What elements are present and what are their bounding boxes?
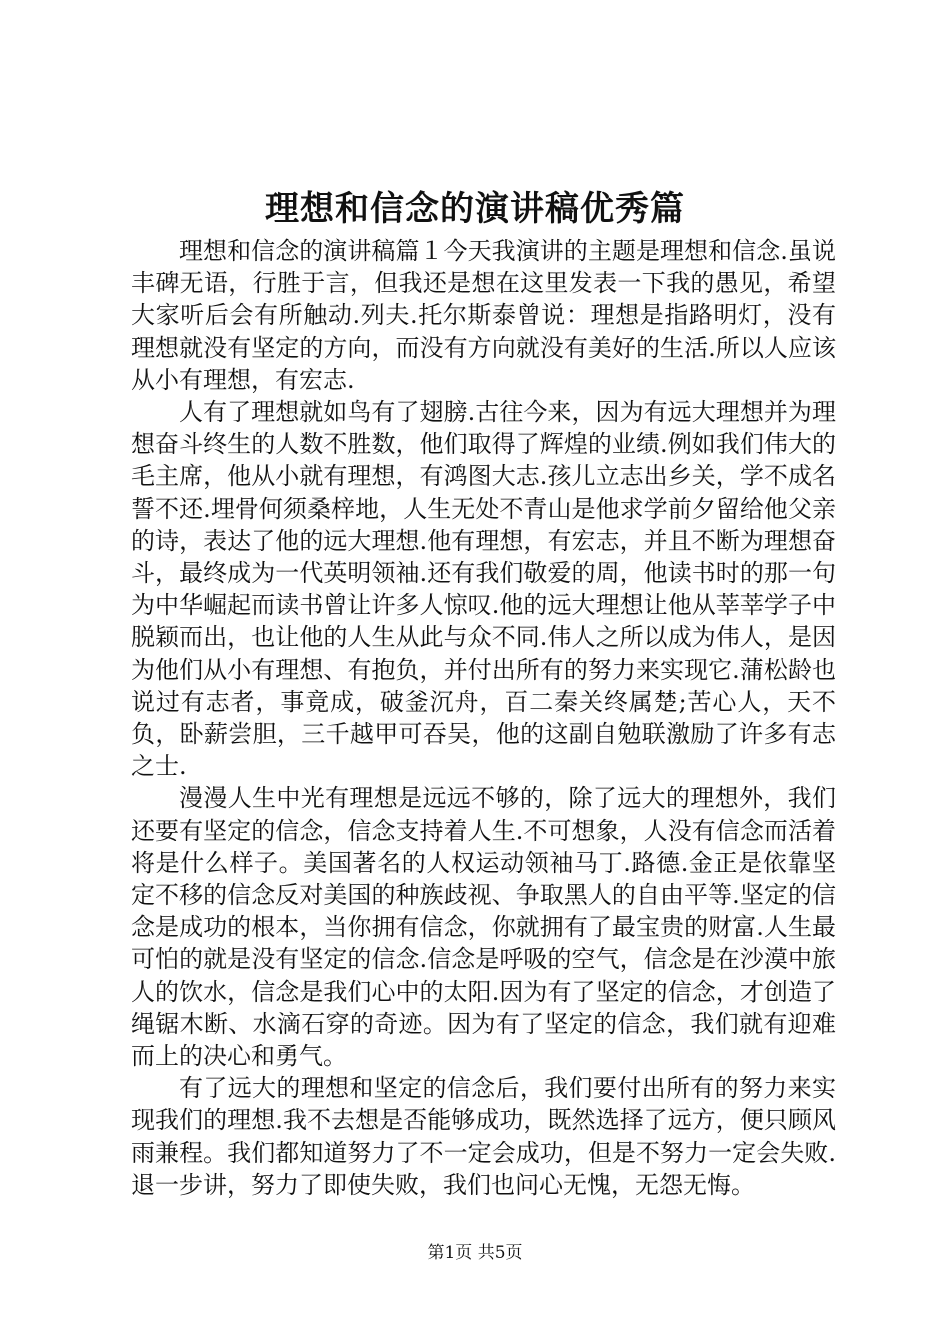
document-body: [131, 235, 836, 1201]
document-title: 理想和信念的演讲稿优秀篇: [265, 189, 685, 229]
page-footer: 第1页 共5页: [427, 1243, 523, 1263]
paragraph-4: 有了远大的理想和坚定的信念后，我们要付出所有的努力来实现我们的理想.我不去想是否能够成功，既然选择了远方，便只顾风雨兼程。我们都知道努力了不一定会成功，但是不努力一定会失败.退一步讲，努力了即使失败，我们也问心无愧，无怨无悔。: [131, 1074, 836, 1199]
paragraph-2: 人有了理想就如鸟有了翅膀.古往今来，因为有远大理想并为理想奋斗终生的人数不胜数，他们取得了辉煌的业绩.例如我们伟大的毛主席，他从小就有理想，有鸿图大志.孩儿立志出乡关，学不成名誓不还.埋骨何须桑梓地，人生无处不青山是他求学前夕留给他父亲的诗，表达了他的远大理想.他有理想，有宏志，并且不断为理想奋斗，最终成为一代英明领袖.还有我们敬爱的周，他读书时的那一句为中华崛起而读书曾让许多人惊叹.他的远大理想让他从莘莘学子中脱颖而出，也让他的人生从此与众不同.伟人之所以成为伟人，是因为他们从小有理想、有抱负，并付出所有的努力来实现它.蒲松龄也说过有志者，事竟成，破釜沉舟，百二秦关终属楚;苦心人，天不负，卧薪尝胆，三千越甲可吞吴，他的这副自勉联激励了许多有志之士.: [131, 398, 836, 781]
paragraph-1: 理想和信念的演讲稿篇１今天我演讲的主题是理想和信念.虽说丰碑无语，行胜于言，但我还是想在这里发表一下我的愚见，希望大家听后会有所触动.列夫.托尔斯泰曾说：理想是指路明灯，没有理想就没有坚定的方向，而没有方向就没有美好的生活.所以人应该从小有理想，有宏志.: [131, 237, 836, 394]
paragraph-3: 漫漫人生中光有理想是远远不够的，除了远大的理想外，我们还要有坚定的信念，信念支持着人生.不可想象，人没有信念而活着将是什么样子。美国著名的人权运动领袖马丁.路德.金正是依靠坚定不移的信念反对美国的种族歧视、争取黑人的自由平等.坚定的信念是成功的根本，当你拥有信念，你就拥有了最宝贵的财富.人生最可怕的就是没有坚定的信念.信念是呼吸的空气，信念是在沙漠中旅人的饮水，信念是我们心中的太阳.因为有了坚定的信念，才创造了绳锯木断、水滴石穿的奇迹。因为有了坚定的信念，我们就有迎难而上的决心和勇气。: [131, 784, 836, 1071]
